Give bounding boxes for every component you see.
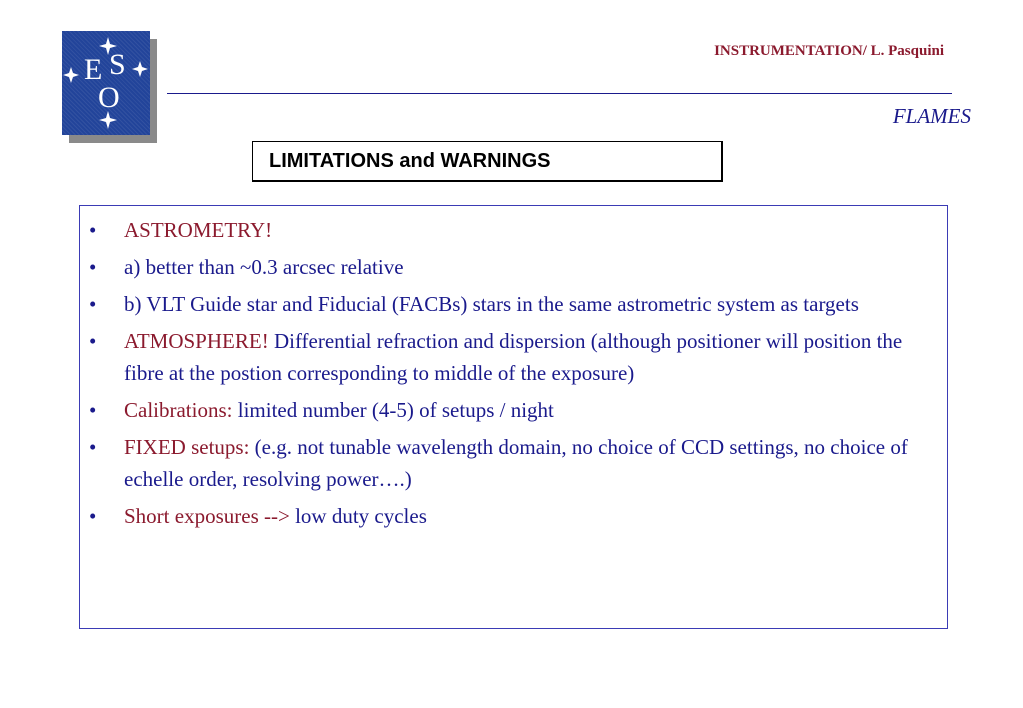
bullet-highlight: ASTROMETRY! [124,218,273,242]
slide-title-box [252,141,723,182]
bullet-text: b) VLT Guide star and Fiducial (FACBs) stars in the same astrometric system as targets [124,292,859,316]
star-icon [63,67,79,83]
content-box [79,205,948,629]
star-icon [132,61,148,77]
bullet-text: Differential refraction and dispersion (although positioner will position the fibre at the postion corresponding to middle of the exposure) [124,329,903,385]
bullet-dot: • [89,218,97,242]
bullet-text: limited number (4-5) of setups / night [232,398,554,422]
bullet-text: (e.g. not tunable wavelength domain, no choice of CCD settings, no choice of echelle order, resolving power….) [124,435,908,491]
bullet-item [80,251,947,283]
bullet-item [80,325,947,389]
eso-logo [62,31,150,135]
bullet-highlight: Calibrations: [124,398,233,422]
bullet-highlight: ATMOSPHERE! [124,329,269,353]
bullet-text: a) better than ~0.3 arcsec relative [124,255,404,279]
logo-letter-s: S [109,48,126,81]
header-author: INSTRUMENTATION/ L. Pasquini [714,43,944,59]
bullet-dot: • [89,398,97,422]
bullet-highlight: FIXED setups: [124,435,250,459]
page-subtitle: FLAMES [892,104,971,128]
bullet-text: low duty cycles [289,504,427,528]
header-divider [167,93,952,94]
bullet-item [80,394,947,426]
bullet-item [80,288,947,320]
bullet-item [80,214,947,246]
slide-title: LIMITATIONS and WARNINGS [269,150,551,172]
logo-letter-o: O [98,81,120,114]
bullet-list [80,214,947,537]
bullet-dot: • [89,329,97,353]
bullet-item [80,431,947,495]
bullet-highlight: Short exposures --> [124,504,290,528]
bullet-dot: • [89,292,97,316]
logo-letter-e: E [84,53,103,86]
bullet-dot: • [89,504,97,528]
bullet-item [80,500,947,532]
bullet-dot: • [89,435,97,459]
bullet-dot: • [89,255,97,279]
